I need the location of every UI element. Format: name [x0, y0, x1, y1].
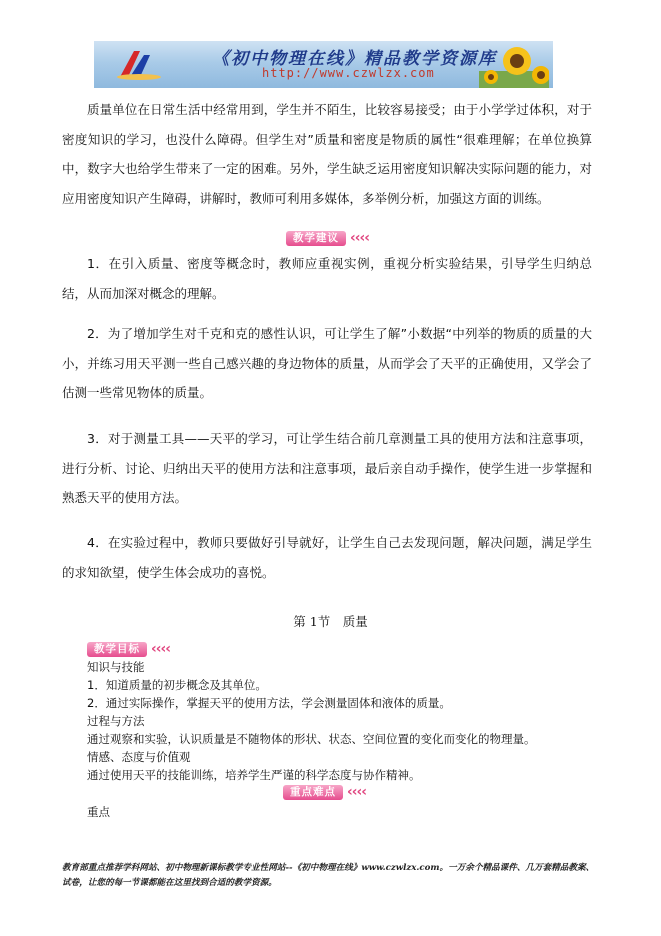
footer-text: 教育部重点推荐学科网站、初中物理新课标教学专业性网站--《初中物理在线》www.czwlzx.com。一万余个精品课件、几万套精品教案、试卷，让您的每一节课都能在这里找到合适的教学资源。 — [62, 863, 595, 888]
czwlzx-logo-icon — [114, 47, 164, 81]
sunflower-icon — [479, 41, 549, 88]
chevron-left-icon: ‹‹‹‹ — [347, 784, 367, 800]
goal-heading-attitude: 情感、态度与价值观 — [87, 750, 191, 764]
suggestion-item-3: 3．对于测量工具——天平的学习，可让学生结合前几章测量工具的使用方法和注意事项，进行分析、讨论、归纳出天平的使用方法和注意事项，最后亲自动手操作，使学生进一步掌握和熟悉天平的使用方法。 — [62, 431, 592, 505]
suggestion-item-4: 4．在实验过程中，教师只要做好引导就好，让学生自己去发现问题，解决问题，满足学生的求知欲望，使学生体会成功的喜悦。 — [62, 535, 592, 580]
goal-heading-process: 过程与方法 — [87, 714, 145, 728]
banner-url[interactable]: http://www.czwlzx.com — [262, 66, 435, 80]
key-point-heading: 重点 — [87, 805, 110, 819]
teaching-suggestions-label: 教学建议 — [286, 231, 346, 246]
teaching-goals-label: 教学目标 — [87, 642, 147, 657]
teaching-suggestions-tag — [286, 231, 369, 246]
goal-line: 通过观察和实验，认识质量是不随物体的形状、状态、空间位置的变化而变化的物理量。 — [87, 732, 536, 746]
banner-title: 《初中物理在线》精品教学资源库 — [212, 49, 497, 69]
chevron-left-icon: ‹‹‹‹ — [350, 230, 370, 246]
key-points-label: 重点难点 — [283, 785, 343, 800]
suggestion-item-1: 1．在引入质量、密度等概念时，教师应重视实例，重视分析实验结果，引导学生归纳总结，从而加深对概念的理解。 — [62, 256, 592, 301]
chevron-left-icon: ‹‹‹‹ — [151, 641, 171, 657]
teaching-goals-tag — [87, 642, 170, 657]
goal-line: 1．知道质量的初步概念及其单位。 — [87, 678, 267, 692]
section-title: 第 1节 质量 — [293, 614, 368, 629]
goal-heading-knowledge: 知识与技能 — [87, 660, 145, 674]
goal-line: 通过使用天平的技能训练，培养学生严谨的科学态度与协作精神。 — [87, 768, 421, 782]
key-points-tag — [283, 785, 366, 800]
goal-line: 2．通过实际操作，掌握天平的使用方法，学会测量固体和液体的质量。 — [87, 696, 451, 710]
intro-paragraph: 质量单位在日常生活中经常用到，学生并不陌生，比较容易接受；由于小学学过体积，对于密度知识的学习，也没什么障碍。但学生对”质量和密度是物质的属性“很难理解；在单位换算中，数字大也给学生带来了一定的困难。另外，学生缺乏运用密度知识解决实际问题的能力，对应用密度知识产生障碍，讲解时，教师可利用多媒体，多举例分析，加强这方面的训练。 — [62, 102, 592, 206]
header-banner — [94, 41, 553, 88]
suggestion-item-2: 2．为了增加学生对千克和克的感性认识，可让学生了解”小数据“中列举的物质的质量的大小，并练习用天平测一些自己感兴趣的身边物体的质量，从而学会了天平的正确使用，又学会了估测一些常见物体的质量。 — [62, 326, 593, 400]
